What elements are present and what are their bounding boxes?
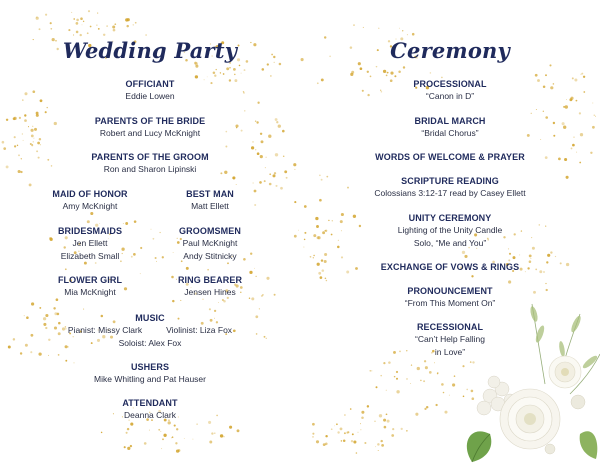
groom-parents-name: Ron and Sharon Lipinski [103,164,197,174]
wedding-party-title: Wedding Party [62,38,238,63]
vows-label: EXCHANGE OF VOWS & RINGS [380,262,520,272]
groom-parents-label: PARENTS OF THE GROOM [91,152,209,162]
bridesmaids-label: BRIDESMAIDS [57,226,123,236]
pronouncement-label: PRONOUNCEMENT [407,286,493,296]
flower-girl-label: FLOWER GIRL [57,275,123,285]
music-soloist: Soloist: Alex Fox [118,338,182,348]
unity-detail: Lighting of the Unity Candle [397,225,503,235]
bridal-march-label: BRIDAL MARCH [414,116,486,126]
bride-parents-block [0,115,300,140]
processional-detail: “Canon in D” [425,91,475,101]
bridesmaid-name: Elizabeth Small [60,251,120,261]
flower-girl-block [40,274,140,299]
ushers-block [0,361,300,386]
bride-parents-label: PARENTS OF THE BRIDE [94,116,206,126]
maid-of-honor-label: MAID OF HONOR [52,189,128,199]
groom-parents-block [0,151,300,176]
vows-block [300,261,600,273]
ceremony-title: Ceremony [390,38,510,63]
unity-label: UNITY CEREMONY [408,213,492,223]
best-man-name: Matt Ellett [191,201,229,211]
floral-bouquet-image [450,284,600,464]
recessional-label: RECESSIONAL [416,322,484,332]
attendant-block [0,397,300,422]
bridesmaids-block [40,225,140,263]
bride-parents-name: Robert and Lucy McKnight [99,128,201,138]
recessional-detail: “Can’t Help Falling [415,334,485,344]
bridesmaid-name: Jen Ellett [72,238,108,248]
scripture-block [300,175,600,200]
ring-bearer-name: Jensen Hines [184,287,236,297]
music-pianist-violinist [0,324,300,337]
music-pianist: Pianist: Missy Clark [67,325,143,335]
officiant-label: OFFICIANT [125,79,175,89]
ushers-label: USHERS [130,362,170,372]
scripture-detail: Colossians 3:12-17 read by Casey Ellett [374,188,526,198]
processional-label: PROCESSIONAL [413,79,487,89]
music-block [0,312,300,350]
maid-of-honor-name: Amy McKnight [62,201,118,211]
recessional-detail: in Love” [434,347,466,357]
groomsman-name: Paul McKnight [182,238,238,248]
groomsmen-block [160,225,260,263]
music-violinist: Violinist: Liza Fox [166,325,233,335]
bridal-march-detail: “Bridal Chorus” [421,128,479,138]
groomsmen-label: GROOMSMEN [179,226,241,236]
unity-detail: Solo, “Me and You” [413,238,487,248]
flower-girl-name: Mia McKnight [64,287,116,297]
groomsman-name: Andy Stitnicky [183,251,237,261]
processional-block [300,78,600,103]
unity-block [300,212,600,250]
ceremony-panel [300,0,600,464]
ring-bearer-block [160,274,260,299]
music-label: MUSIC [135,313,165,323]
welcome-label: WORDS OF WELCOME & PRAYER [375,152,525,162]
officiant-name: Eddie Lowen [125,91,175,101]
attendant-label: ATTENDANT [122,398,178,408]
pronouncement-detail: “From This Moment On” [404,298,496,308]
welcome-block [300,151,600,163]
ushers-names: Mike Whitling and Pat Hauser [94,374,206,384]
scripture-label: SCRIPTURE READING [401,176,499,186]
attendant-name: Deanna Clark [124,410,176,420]
bridal-march-block [300,115,600,140]
best-man-block [160,188,260,213]
maid-of-honor-block [40,188,140,213]
officiant-block [0,78,300,103]
ring-bearer-label: RING BEARER [177,275,243,285]
best-man-label: BEST MAN [186,189,234,199]
